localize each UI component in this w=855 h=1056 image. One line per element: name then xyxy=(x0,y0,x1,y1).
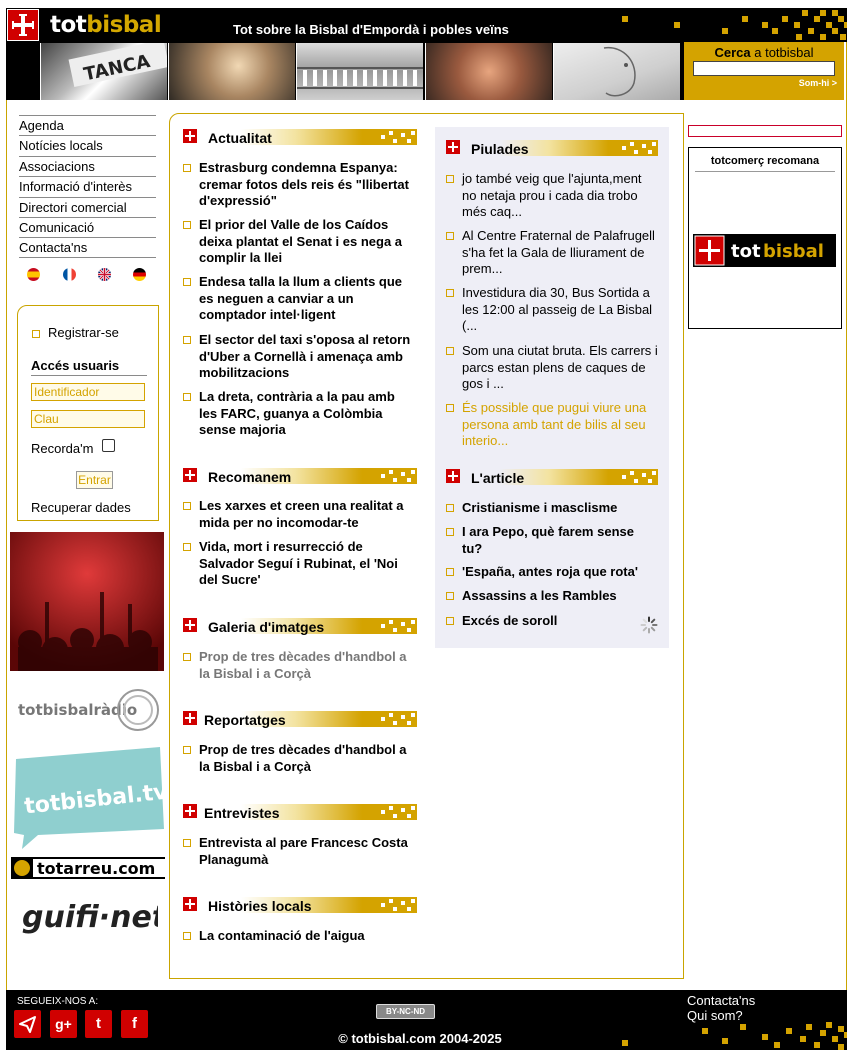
tweet-item[interactable] xyxy=(462,285,658,335)
logo-tot: tot xyxy=(50,12,87,38)
report-item-text: Prop de tres dècades d'handbol a la Bisbal i a Corçà xyxy=(199,742,407,774)
article-item[interactable] xyxy=(462,500,656,517)
header-pattern-decoration xyxy=(622,8,847,42)
search-box xyxy=(684,42,844,100)
photo-fortune-teller xyxy=(168,43,295,100)
bullet-icon xyxy=(183,746,191,754)
shop-recommendation-box xyxy=(688,147,842,329)
section-dots-decoration xyxy=(377,618,417,634)
news-item[interactable] xyxy=(199,389,404,439)
register-label: Registrar-se xyxy=(48,325,119,340)
recommended-item-text: Vida, mort i resurrecció de Salvador Seguí i Rubinat, el 'Noi del Sucre' xyxy=(199,539,398,587)
flag-germany-icon[interactable] xyxy=(133,268,146,281)
section-header-article xyxy=(446,469,658,485)
svg-text:TANCA: TANCA xyxy=(81,50,152,86)
article-item-text: Excés de soroll xyxy=(462,613,558,628)
news-item[interactable] xyxy=(199,160,417,210)
menu-item-directori[interactable]: Directori comercial xyxy=(19,197,156,217)
section-title[interactable]: Actualitat xyxy=(208,130,272,146)
photo-protest xyxy=(40,43,167,100)
cross-icon xyxy=(183,897,197,911)
right-logo-tot: tot xyxy=(731,241,761,262)
bullet-icon xyxy=(183,336,191,344)
tweet-item-text: És possible que pugui viure una persona amb tant de bilis al seu interio... xyxy=(462,400,647,448)
search-title: Cerca a totbisbal xyxy=(714,45,814,60)
ad-slot[interactable] xyxy=(688,125,842,137)
section-title[interactable]: Piulades xyxy=(471,141,529,157)
radio-banner-text: totbisbalràdio xyxy=(18,701,138,719)
tv-banner-text: totbisbal.tv xyxy=(23,779,164,820)
bullet-icon xyxy=(183,653,191,661)
section-dots-decoration xyxy=(618,469,658,485)
login-button[interactable]: Entrar xyxy=(76,471,113,489)
remember-label: Recorda'm xyxy=(31,441,94,456)
bullet-icon xyxy=(32,330,40,338)
section-header-piulades xyxy=(446,140,658,156)
totarreu-banner[interactable] xyxy=(11,857,165,879)
cross-icon xyxy=(183,711,197,725)
menu-item-comunicacio[interactable]: Comunicació xyxy=(19,217,156,237)
cross-icon xyxy=(183,618,197,632)
section-dots-decoration xyxy=(377,468,417,484)
concert-banner[interactable] xyxy=(10,532,164,671)
recommended-item-text: Les xarxes et creen una realitat a mida per no incomodar-te xyxy=(199,498,404,530)
bullet-icon xyxy=(446,404,454,412)
tweet-item[interactable] xyxy=(462,343,658,393)
news-item[interactable] xyxy=(199,217,411,267)
bullet-icon xyxy=(183,221,191,229)
menu-item-noticies[interactable]: Notícies locals xyxy=(19,135,156,155)
bullet-icon xyxy=(183,502,191,510)
article-item-text: Cristianisme i masclisme xyxy=(462,500,618,515)
photo-strip xyxy=(6,42,684,100)
section-dots-decoration xyxy=(377,129,417,145)
article-item-text: 'España, antes roja que rota' xyxy=(462,564,638,579)
twitter-icon[interactable]: t xyxy=(85,1010,112,1038)
follow-label: SEGUEIX-NOS A: xyxy=(17,996,99,1007)
cross-icon xyxy=(183,468,197,482)
flag-france-icon[interactable] xyxy=(63,268,76,281)
menu-item-associacions[interactable]: Associacions xyxy=(19,156,156,176)
flag-spain-icon[interactable] xyxy=(27,268,40,281)
footer-pattern-decoration xyxy=(622,1020,847,1050)
section-header-reportatges xyxy=(183,711,417,727)
article-item[interactable] xyxy=(462,588,656,605)
section-dots-decoration xyxy=(377,897,417,913)
recommended-item[interactable] xyxy=(199,539,411,589)
facebook-icon[interactable]: f xyxy=(121,1010,148,1038)
section-header-histories xyxy=(183,897,417,913)
login-panel xyxy=(17,305,159,521)
creative-commons-badge[interactable]: BY-NC-ND xyxy=(376,1004,435,1019)
guifi-banner-text: guifi·net xyxy=(22,900,158,935)
article-item-text: I ara Pepo, què farem sense tu? xyxy=(462,524,634,556)
history-item-text: La contaminació de l'aigua xyxy=(199,928,365,943)
interview-item-text: Entrevista al pare Francesc Costa Planagumà xyxy=(199,835,408,867)
tweet-item-text: Investidura dia 30, Bus Sortida a les 12:00 al passeig de La Bisbal (... xyxy=(462,285,653,333)
news-item[interactable] xyxy=(199,332,417,382)
article-item-text: Assassins a les Rambles xyxy=(462,588,617,603)
report-item[interactable] xyxy=(199,742,415,775)
section-header-galeria xyxy=(183,618,417,634)
cross-icon xyxy=(183,129,197,143)
shop-recommendation-title: totcomerç recomana xyxy=(695,155,835,172)
register-link[interactable] xyxy=(32,325,119,340)
search-input[interactable] xyxy=(693,61,835,76)
section-dots-decoration xyxy=(618,140,658,156)
tweet-item-text: jo també veig que l'ajunta,ment no netaja prou i cada dia trobo més caq... xyxy=(462,171,642,219)
section-dots-decoration xyxy=(377,711,417,727)
news-item-text: Estrasburg condemna Espanya: cremar fotos dels reis és "llibertat d'expressió" xyxy=(199,160,409,208)
gallery-item[interactable] xyxy=(199,649,415,682)
bullet-icon xyxy=(446,617,454,625)
article-item[interactable] xyxy=(462,613,632,630)
logo-bisbal: bisbal xyxy=(86,12,162,38)
cross-icon xyxy=(446,469,460,483)
section-header-entrevistes xyxy=(183,804,417,820)
section-dots-decoration xyxy=(377,804,417,820)
history-item[interactable] xyxy=(199,928,415,945)
section-title[interactable]: Reportatges xyxy=(204,712,286,728)
cross-logo-icon[interactable] xyxy=(7,9,39,41)
tv-banner[interactable] xyxy=(10,745,164,850)
bullet-icon xyxy=(446,592,454,600)
section-title[interactable]: Galeria d'imatges xyxy=(208,619,325,635)
bullet-icon xyxy=(446,347,454,355)
google-plus-icon[interactable]: g+ xyxy=(50,1010,77,1038)
totbisbal-logo-banner[interactable] xyxy=(693,234,836,267)
guifi-banner[interactable] xyxy=(18,891,158,939)
login-title: Accés usuaris xyxy=(31,358,147,376)
photo-children xyxy=(425,43,552,100)
news-item-text: El sector del taxi s'oposa al retorn d'Uber a Cornellà i amenaça amb mobilitzacions xyxy=(199,332,411,380)
tweet-item-text: Al Centre Fraternal de Palafrugell s'ha fet la Gala de lliurament de prem... xyxy=(462,228,655,276)
article-item[interactable] xyxy=(462,564,656,581)
news-item-text: Endesa talla la llum a clients que es neguen a canviar a un comptador intel·ligent xyxy=(199,274,403,322)
news-item-text: La dreta, contrària a la pau amb les FARC, guanya a Colòmbia sense majoria xyxy=(199,389,395,437)
recover-link[interactable]: Recuperar dades xyxy=(31,500,131,515)
bullet-icon xyxy=(446,528,454,536)
section-title[interactable]: Històries locals xyxy=(208,898,312,914)
tweet-item-text: Som una ciutat bruta. Els carrers i parcs estan plens de caques de gos i ... xyxy=(462,343,658,391)
username-input[interactable]: Identificador xyxy=(31,383,145,401)
site-footer xyxy=(6,990,847,1050)
footer-links xyxy=(687,993,755,1023)
photo-balcony xyxy=(296,43,423,100)
menu-item-contacta[interactable]: Contacta'ns xyxy=(19,237,156,257)
bullet-icon xyxy=(446,504,454,512)
news-item-text: El prior del Valle de los Caídos deixa plantat el Senat i es nega a complir la llei xyxy=(199,217,403,265)
cross-icon xyxy=(446,140,460,154)
recommended-item[interactable] xyxy=(199,498,415,531)
bullet-icon xyxy=(446,232,454,240)
radio-banner[interactable] xyxy=(10,686,164,734)
menu-item-agenda[interactable]: Agenda xyxy=(19,115,156,135)
language-flags xyxy=(27,268,149,282)
bullet-icon xyxy=(183,278,191,286)
site-logo[interactable] xyxy=(50,12,161,38)
totarreu-banner-text: totarreu.com xyxy=(37,859,156,878)
footer-about-link[interactable]: Qui som? xyxy=(687,1008,743,1023)
section-header-recomanem xyxy=(183,468,417,484)
gallery-item-text: Prop de tres dècades d'handbol a la Bisbal i a Corçà xyxy=(199,649,407,681)
remember-checkbox[interactable] xyxy=(102,439,115,452)
tweet-item[interactable] xyxy=(462,171,656,221)
tweet-item[interactable] xyxy=(462,228,656,278)
password-input[interactable]: Clau xyxy=(31,410,145,428)
photo-drawing xyxy=(553,43,680,100)
footer-contact-link[interactable]: Contacta'ns xyxy=(687,993,756,1008)
site-tagline: Tot sobre la Bisbal d'Empordà i pobles veïns xyxy=(233,22,509,37)
bullet-icon xyxy=(183,932,191,940)
right-logo-bisbal: bisbal xyxy=(763,241,824,262)
copyright-text: © totbisbal.com 2004-2025 xyxy=(338,1031,502,1046)
main-menu xyxy=(19,115,156,258)
site-header xyxy=(6,8,847,42)
article-item[interactable] xyxy=(462,524,656,557)
cross-icon xyxy=(183,804,197,818)
bullet-icon xyxy=(446,568,454,576)
bullet-icon xyxy=(183,543,191,551)
menu-item-informacio[interactable]: Informació d'interès xyxy=(19,176,156,196)
bullet-icon xyxy=(183,839,191,847)
search-submit-button[interactable]: Som-hi > xyxy=(798,78,837,88)
interview-item[interactable] xyxy=(199,835,415,868)
section-title[interactable]: L'article xyxy=(471,470,525,486)
bullet-icon xyxy=(183,164,191,172)
tweet-item[interactable] xyxy=(462,400,656,450)
section-title[interactable]: Recomanem xyxy=(208,469,292,485)
section-header-actualitat xyxy=(183,129,417,145)
loading-spinner-icon xyxy=(640,616,658,634)
news-item[interactable] xyxy=(199,274,411,324)
bullet-icon xyxy=(183,393,191,401)
flag-uk-icon[interactable] xyxy=(98,268,111,281)
bullet-icon xyxy=(446,175,454,183)
bullet-icon xyxy=(446,289,454,297)
section-title[interactable]: Entrevistes xyxy=(204,805,280,821)
